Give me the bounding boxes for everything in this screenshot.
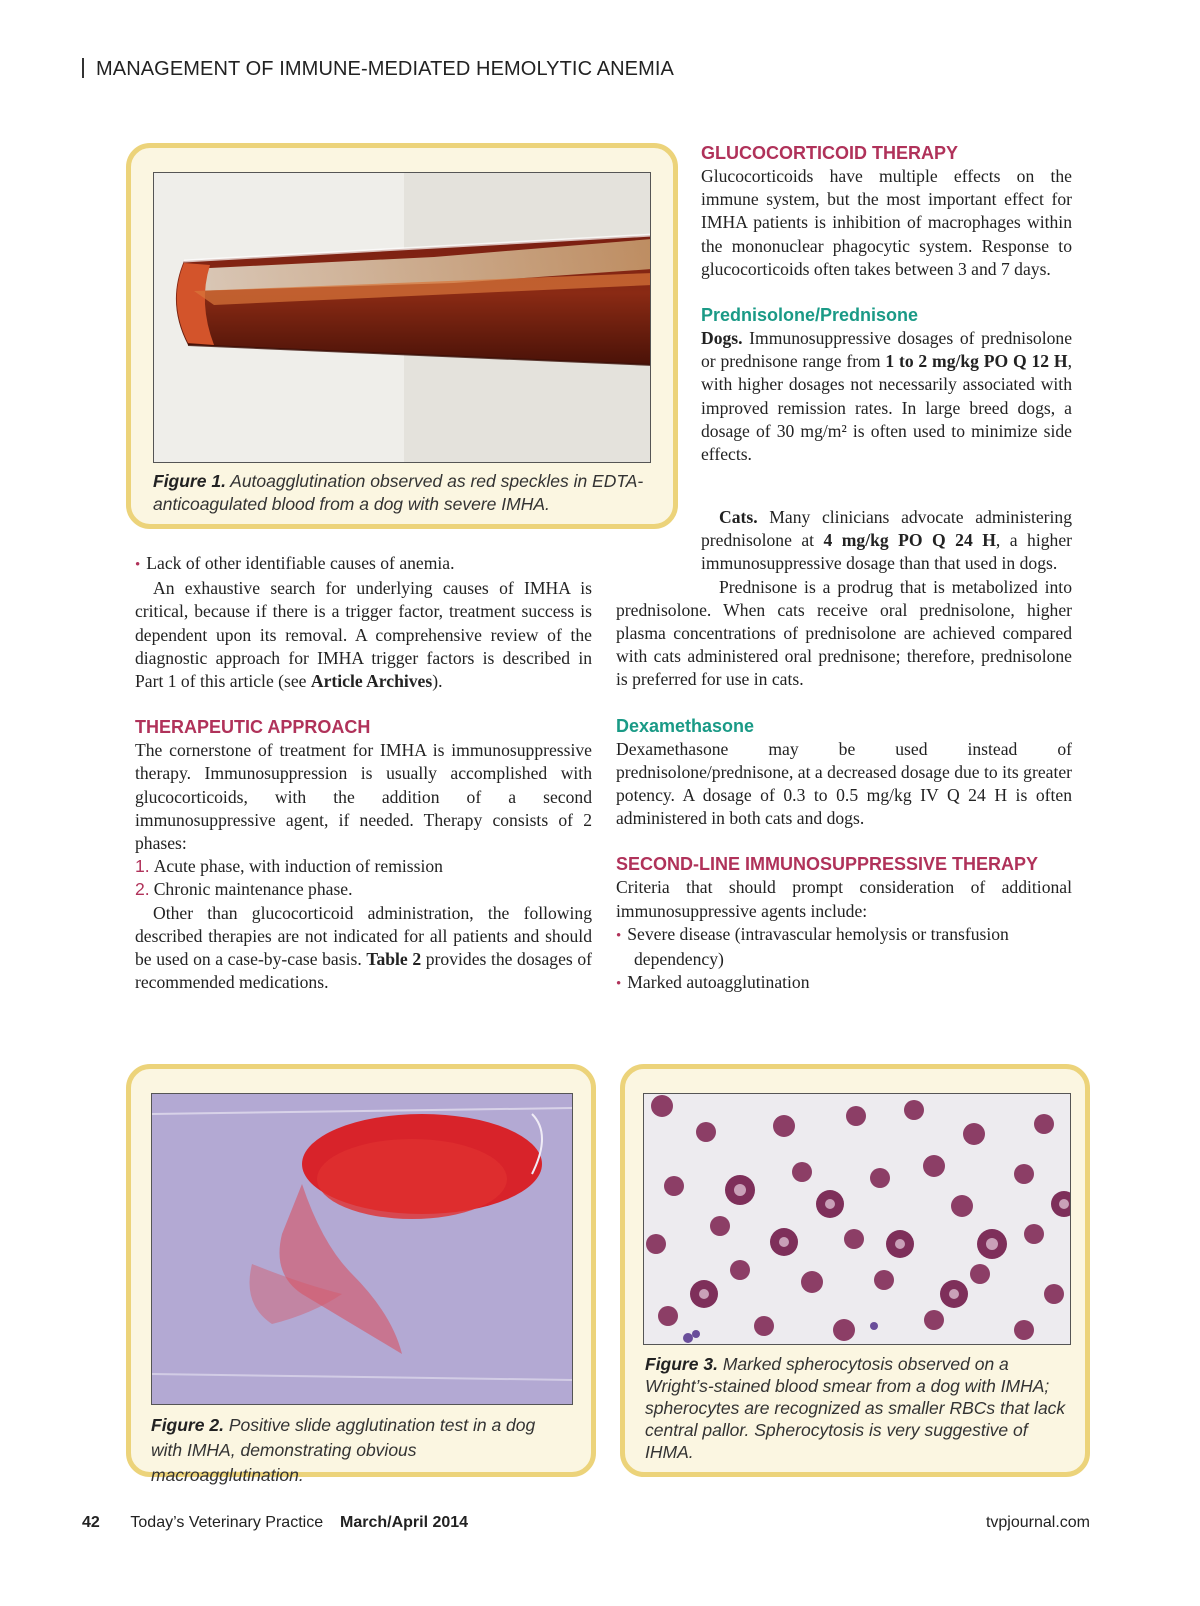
- figure-3-box: [620, 1064, 1090, 1477]
- cats-dosage: 4 mg/kg PO Q 24 H: [823, 530, 996, 551]
- figure-2-box: [126, 1064, 596, 1485]
- para-search-a: An exhaustive search for underlying causes of IMHA is critical, because if there is a trigger factor, treatment success is dependent upon its removal. A comprehensive review of the diagnostic approach for IMHA trigger factors is described in Part 1 of this article (see: [135, 578, 592, 692]
- bullet-autoagglutination-text: Marked autoagglutination: [627, 972, 810, 993]
- figure-1-caption-text: Autoagglutination observed as red speckles in EDTA-anticoagulated blood from a dog with severe IMHA.: [153, 471, 644, 514]
- left-column: [135, 552, 592, 994]
- running-head: [82, 58, 674, 81]
- dogs-text-b: , with higher dosages not necessarily associated with improved remission rates. In large breed dogs, a dosage of 30 mg/m² is often used to minimize side effects.: [701, 351, 1072, 465]
- heading-therapeutic-approach: THERAPEUTIC APPROACH: [135, 717, 371, 738]
- bullet-autoagglutination: [616, 971, 1072, 996]
- figure-2-image: [151, 1093, 573, 1405]
- publication-name: Today’s Veterinary Practice: [130, 1514, 324, 1531]
- bullet-dot: •: [616, 927, 622, 944]
- blood-tube-illustration: [154, 173, 651, 463]
- paragraph-exhaustive-search: [135, 577, 592, 693]
- heading-glucocorticoid-therapy: GLUCOCORTICOID THERAPY: [701, 143, 959, 163]
- bullet-dot: •: [135, 557, 141, 573]
- figure-1-label: Figure 1.: [153, 471, 226, 491]
- paragraph-other-therapies: [135, 902, 592, 995]
- para-other-a: Other than glucocorticoid administration, the following described therapies are not indicated for all patients and should be used on a case-by-case basis.: [135, 902, 592, 970]
- bullet-lack-text: Lack of other identifiable causes of anemia.: [146, 553, 455, 573]
- figure-2-caption-text: Positive slide agglutination test in a dog with IMHA, demonstrating obvious macroagglutination.: [151, 1415, 536, 1485]
- list-number: 1.: [135, 856, 150, 877]
- bullet-lack-of-causes: [135, 552, 592, 577]
- footer-website: [986, 1514, 1090, 1532]
- figure-3-caption-text: Marked spherocytosis observed on a Wright’s-stained blood smear from a dog with IMHA; spherocytes are recognized as smaller RBCs that lack central pallor. Spherocytosis is very suggestive of IHMA.: [645, 1354, 1066, 1462]
- running-head-rule: [82, 58, 84, 78]
- list-number: 2.: [135, 879, 150, 900]
- figure-2-caption: [151, 1413, 571, 1488]
- cats-label: Cats.: [719, 507, 758, 527]
- cats-text-b: , a higher immunosuppressive dosage than that used in dogs.: [701, 530, 1072, 574]
- right-column-cats: [616, 506, 1072, 996]
- heading-second-line: SECOND-LINE IMMUNOSUPPRESSIVE THERAPY: [616, 854, 1039, 875]
- right-column-upper: [701, 141, 1072, 466]
- heading-prednisolone: Prednisolone/Prednisone: [701, 305, 919, 326]
- website-link[interactable]: tvpjournal.com: [985, 1514, 1090, 1531]
- bullet-severe-disease: [616, 923, 1072, 971]
- heading-dexamethasone: Dexamethasone: [616, 715, 755, 736]
- figure-1-image: [153, 172, 651, 463]
- figure-3-caption: [645, 1353, 1070, 1463]
- list-item-text: Chronic maintenance phase.: [153, 879, 353, 900]
- list-item-phase-1: [135, 855, 592, 878]
- paragraph-criteria: Criteria that should prompt consideration of additional immunosuppressive agents include:: [616, 877, 1072, 921]
- dogs-label: Dogs.: [701, 328, 743, 349]
- dogs-text-a: Immunosuppressive dosages of prednisolone or prednisone range from: [701, 328, 1072, 372]
- figure-1-caption: [153, 470, 653, 516]
- article-archives-ref: Article Archives: [310, 671, 433, 692]
- para-search-b: ).: [432, 671, 443, 692]
- cats-text-a: Many clinicians advocate administering prednisolone at: [701, 507, 1072, 551]
- blood-smear-illustration: [644, 1094, 1071, 1345]
- paragraph-cornerstone: The cornerstone of treatment for IMHA is immunosuppressive therapy. Immunosuppression is usually accomplished with glucocorticoids, with the addition of a second immunosuppressive agent, if needed. Therapy consists of 2 phases:: [135, 740, 592, 854]
- figure-2-label: Figure 2.: [151, 1415, 224, 1435]
- list-item-text: Acute phase, with induction of remission: [153, 856, 443, 877]
- dogs-dosage: 1 to 2 mg/kg PO Q 12 H: [885, 351, 1068, 372]
- slide-agglutination-illustration: [152, 1094, 573, 1405]
- figure-3-image: [643, 1093, 1071, 1345]
- issue-date: March/April 2014: [340, 1514, 469, 1531]
- figure-1-box: [126, 143, 678, 529]
- paragraph-dogs: [701, 327, 1072, 466]
- footer: [82, 1514, 468, 1532]
- figure-3-label: Figure 3.: [645, 1354, 718, 1374]
- paragraph-cats: [616, 506, 1072, 576]
- paragraph-dexamethasone: Dexamethasone may be used instead of prednisolone/prednisone, at a decreased dosage due to its greater potency. A dosage of 0.3 to 0.5 mg/kg IV Q 24 H is often administered in both cats and dogs.: [616, 738, 1072, 829]
- paragraph-prodrug: Prednisone is a prodrug that is metabolized into prednisolone. When cats receive oral prednisolone, higher plasma concentrations of prednisolone are achieved compared with cats administered oral prednisone; therefore, prednisolone is preferred for use in cats.: [616, 576, 1072, 690]
- bullet-dot: •: [616, 976, 622, 993]
- para-other-b: provides the dosages of recommended medications.: [135, 949, 593, 993]
- running-head-title: MANAGEMENT OF IMMUNE-MEDIATED HEMOLYTIC ANEMIA: [96, 58, 674, 80]
- table-2-ref: Table 2: [366, 949, 422, 970]
- list-item-phase-2: [135, 878, 592, 901]
- page-number: 42: [82, 1514, 100, 1531]
- paragraph-glucocorticoids: Glucocorticoids have multiple effects on the immune system, but the most important effect for IMHA patients is inhibition of macrophages within the mononuclear phagocytic system. Response to glucocorticoids often takes between 3 and 7 days.: [701, 166, 1072, 279]
- bullet-severe-text: Severe disease (intravascular hemolysis or transfusion dependency): [627, 923, 1009, 970]
